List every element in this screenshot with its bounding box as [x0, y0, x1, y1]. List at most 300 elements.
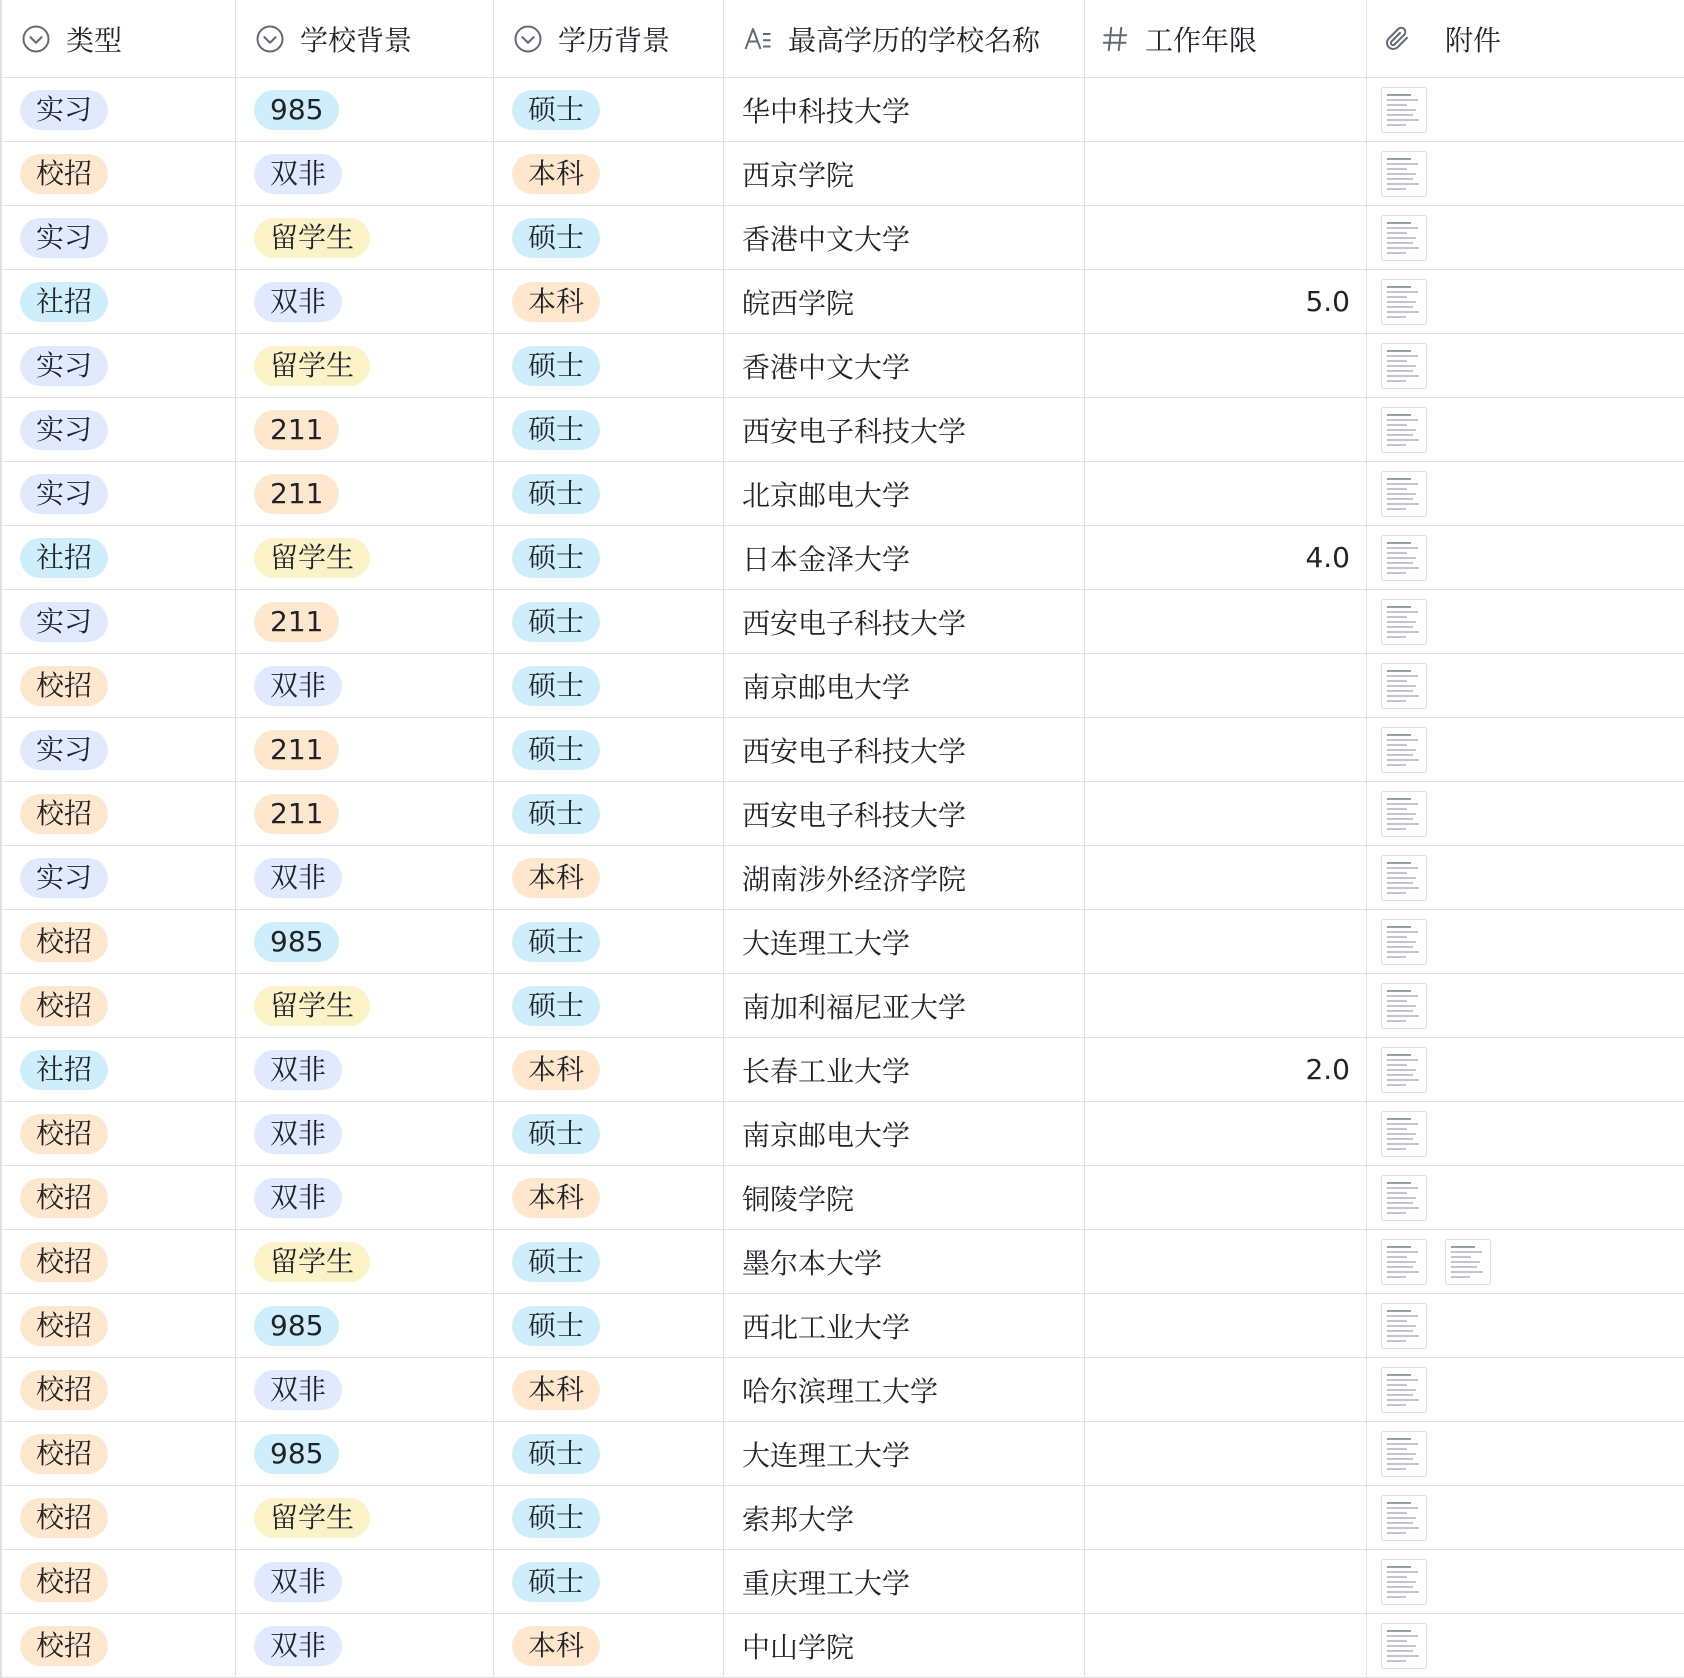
degree-tag: 硕士 — [512, 1242, 600, 1282]
school-background-tag: 985 — [254, 1306, 339, 1346]
school-background-tag: 985 — [254, 922, 339, 962]
work-years-cell[interactable] — [1085, 782, 1367, 845]
attachment-thumbnail[interactable] — [1381, 1623, 1427, 1669]
degree-tag: 本科 — [512, 858, 600, 898]
attachment-thumbnail[interactable] — [1381, 279, 1427, 325]
work-years-cell[interactable] — [1085, 1550, 1367, 1613]
school-name-cell[interactable] — [724, 1166, 1085, 1229]
type-cell[interactable] — [0, 526, 236, 589]
type-tag: 校招 — [20, 666, 108, 706]
attachment-cell[interactable] — [1367, 462, 1684, 525]
table-row[interactable] — [0, 1486, 1684, 1550]
work-years-cell[interactable] — [1085, 526, 1367, 589]
degree-cell[interactable] — [494, 462, 724, 525]
attachment-thumbnail[interactable] — [1381, 471, 1427, 517]
school-background-cell[interactable] — [236, 398, 494, 461]
table-row[interactable] — [0, 1614, 1684, 1678]
type-cell[interactable] — [0, 1038, 236, 1101]
type-cell[interactable] — [0, 142, 236, 205]
school-name-text: 香港中文大学 — [742, 350, 911, 384]
table-row[interactable] — [0, 206, 1684, 270]
type-tag: 社招 — [20, 282, 108, 322]
attachment-cell[interactable] — [1367, 78, 1684, 141]
table-row[interactable] — [0, 718, 1684, 782]
school-name-cell[interactable] — [724, 142, 1085, 205]
school-name-cell[interactable] — [724, 1550, 1085, 1613]
table-row[interactable] — [0, 654, 1684, 718]
school-name-cell[interactable] — [724, 78, 1085, 141]
type-tag: 实习 — [20, 474, 108, 514]
school-name-text: 南京邮电大学 — [742, 1118, 911, 1152]
type-cell[interactable] — [0, 1294, 236, 1357]
school-background-tag: 双非 — [254, 1562, 342, 1602]
degree-tag: 本科 — [512, 1178, 600, 1218]
school-name-text: 重庆理工大学 — [742, 1566, 911, 1600]
school-background-cell[interactable] — [236, 590, 494, 653]
work-years-cell[interactable] — [1085, 78, 1367, 141]
attachment-cell[interactable] — [1367, 782, 1684, 845]
school-name-cell[interactable] — [724, 782, 1085, 845]
type-cell[interactable] — [0, 270, 236, 333]
column-header-attachments[interactable] — [1367, 0, 1684, 77]
school-background-cell[interactable] — [236, 526, 494, 589]
attachment-thumbnail[interactable] — [1381, 1047, 1427, 1093]
work-years-cell[interactable] — [1085, 910, 1367, 973]
work-years-cell[interactable] — [1085, 654, 1367, 717]
school-name-text: 西安电子科技大学 — [742, 798, 967, 832]
attachment-cell[interactable] — [1367, 1550, 1684, 1613]
attachment-cell[interactable] — [1367, 846, 1684, 909]
attachment-thumbnail[interactable] — [1381, 1111, 1427, 1157]
school-background-tag: 双非 — [254, 1114, 342, 1154]
type-cell[interactable] — [0, 462, 236, 525]
school-name-text: 墨尔本大学 — [742, 1246, 883, 1280]
attachment-cell[interactable] — [1367, 1102, 1684, 1165]
attachment-thumbnail[interactable] — [1381, 215, 1427, 261]
degree-tag: 硕士 — [512, 1434, 600, 1474]
type-cell[interactable] — [0, 1358, 236, 1421]
work-years-cell[interactable] — [1085, 590, 1367, 653]
degree-cell[interactable] — [494, 1358, 724, 1421]
school-background-tag: 留学生 — [254, 986, 370, 1026]
school-background-cell[interactable] — [236, 846, 494, 909]
table-row[interactable] — [0, 846, 1684, 910]
attachment-cell[interactable] — [1367, 1358, 1684, 1421]
column-header-label: 工作年限 — [1145, 23, 1258, 57]
table-row[interactable] — [0, 142, 1684, 206]
column-header-label: 学校背景 — [300, 23, 413, 57]
attachment-thumbnail[interactable] — [1381, 1239, 1427, 1285]
school-name-cell[interactable] — [724, 910, 1085, 973]
type-tag: 社招 — [20, 538, 108, 578]
table-row[interactable] — [0, 1038, 1684, 1102]
degree-cell[interactable] — [494, 910, 724, 973]
degree-cell[interactable] — [494, 1038, 724, 1101]
type-tag: 校招 — [20, 1370, 108, 1410]
school-background-cell[interactable] — [236, 270, 494, 333]
table-row[interactable] — [0, 270, 1684, 334]
type-cell[interactable] — [0, 590, 236, 653]
work-years-cell[interactable] — [1085, 846, 1367, 909]
degree-cell[interactable] — [494, 1166, 724, 1229]
attachment-cell[interactable] — [1367, 526, 1684, 589]
attachment-cell[interactable] — [1367, 1166, 1684, 1229]
degree-cell[interactable] — [494, 782, 724, 845]
attachment-cell[interactable] — [1367, 1038, 1684, 1101]
attachment-thumbnail[interactable] — [1381, 791, 1427, 837]
attachment-thumbnail[interactable] — [1381, 407, 1427, 453]
school-background-tag: 双非 — [254, 1370, 342, 1410]
attachment-thumbnail[interactable] — [1381, 1431, 1427, 1477]
type-cell[interactable] — [0, 1102, 236, 1165]
school-background-cell[interactable] — [236, 78, 494, 141]
degree-tag: 硕士 — [512, 602, 600, 642]
table-row[interactable] — [0, 398, 1684, 462]
work-years-cell[interactable] — [1085, 1038, 1367, 1101]
degree-tag: 硕士 — [512, 218, 600, 258]
work-years-cell[interactable] — [1085, 462, 1367, 525]
school-name-text: 南京邮电大学 — [742, 670, 911, 704]
attachment-cell[interactable] — [1367, 1294, 1684, 1357]
degree-cell[interactable] — [494, 1230, 724, 1293]
type-cell[interactable] — [0, 334, 236, 397]
column-header-school-background[interactable] — [236, 0, 494, 77]
type-tag: 实习 — [20, 858, 108, 898]
type-cell[interactable] — [0, 974, 236, 1037]
school-name-cell[interactable] — [724, 974, 1085, 1037]
degree-tag: 本科 — [512, 282, 600, 322]
school-name-text: 铜陵学院 — [742, 1182, 855, 1216]
table-row[interactable] — [0, 974, 1684, 1038]
school-name-cell[interactable] — [724, 462, 1085, 525]
type-cell[interactable] — [0, 782, 236, 845]
table-row[interactable] — [0, 590, 1684, 654]
school-background-cell[interactable] — [236, 1038, 494, 1101]
school-name-text: 南加利福尼亚大学 — [742, 990, 967, 1024]
school-name-text: 西京学院 — [742, 158, 855, 192]
degree-cell[interactable] — [494, 78, 724, 141]
school-name-cell[interactable] — [724, 590, 1085, 653]
type-tag: 校招 — [20, 1498, 108, 1538]
work-years-cell[interactable] — [1085, 974, 1367, 1037]
school-name-text: 北京邮电大学 — [742, 478, 911, 512]
work-years-cell[interactable] — [1085, 334, 1367, 397]
school-background-tag: 双非 — [254, 1178, 342, 1218]
degree-tag: 硕士 — [512, 986, 600, 1026]
table-row[interactable] — [0, 1230, 1684, 1294]
school-background-cell[interactable] — [236, 1102, 494, 1165]
school-name-text: 华中科技大学 — [742, 94, 911, 128]
type-tag: 校招 — [20, 154, 108, 194]
school-background-tag: 985 — [254, 90, 339, 130]
type-cell[interactable] — [0, 398, 236, 461]
degree-tag: 本科 — [512, 1050, 600, 1090]
type-cell[interactable] — [0, 1422, 236, 1485]
school-name-text: 中山学院 — [742, 1630, 855, 1664]
degree-tag: 硕士 — [512, 1306, 600, 1346]
type-cell[interactable] — [0, 1166, 236, 1229]
degree-cell[interactable] — [494, 206, 724, 269]
work-years-cell[interactable] — [1085, 398, 1367, 461]
school-name-text: 大连理工大学 — [742, 926, 911, 960]
table-row[interactable] — [0, 1166, 1684, 1230]
single-select-icon — [20, 23, 52, 55]
school-background-cell[interactable] — [236, 1166, 494, 1229]
degree-cell[interactable] — [494, 846, 724, 909]
type-cell[interactable] — [0, 910, 236, 973]
degree-cell[interactable] — [494, 974, 724, 1037]
work-years-cell[interactable] — [1085, 1486, 1367, 1549]
school-name-text: 哈尔滨理工大学 — [742, 1374, 939, 1408]
work-years-cell[interactable] — [1085, 1102, 1367, 1165]
column-header-work-years[interactable] — [1085, 0, 1367, 77]
degree-tag: 硕士 — [512, 538, 600, 578]
attachment-thumbnail[interactable] — [1381, 919, 1427, 965]
text-field-icon — [742, 23, 774, 55]
type-tag: 实习 — [20, 730, 108, 770]
degree-cell[interactable] — [494, 718, 724, 781]
degree-cell[interactable] — [494, 398, 724, 461]
type-tag: 校招 — [20, 1178, 108, 1218]
attachment-thumbnail[interactable] — [1381, 855, 1427, 901]
table-row[interactable] — [0, 1294, 1684, 1358]
school-background-cell[interactable] — [236, 654, 494, 717]
table-row[interactable] — [0, 782, 1684, 846]
table-body — [0, 78, 1684, 1678]
attachment-cell[interactable] — [1367, 590, 1684, 653]
degree-tag: 硕士 — [512, 922, 600, 962]
school-name-cell[interactable] — [724, 654, 1085, 717]
school-name-cell[interactable] — [724, 334, 1085, 397]
attachment-thumbnail[interactable] — [1381, 663, 1427, 709]
work-years-cell[interactable] — [1085, 1422, 1367, 1485]
degree-cell[interactable] — [494, 1422, 724, 1485]
school-background-cell[interactable] — [236, 462, 494, 525]
column-header-degree[interactable] — [494, 0, 724, 77]
school-name-cell[interactable] — [724, 1230, 1085, 1293]
school-background-tag: 留学生 — [254, 538, 370, 578]
degree-tag: 硕士 — [512, 410, 600, 450]
degree-cell[interactable] — [494, 270, 724, 333]
school-name-cell[interactable] — [724, 846, 1085, 909]
school-background-tag: 211 — [254, 730, 339, 770]
school-name-text: 皖西学院 — [742, 286, 855, 320]
table-row[interactable] — [0, 1422, 1684, 1486]
table-row[interactable] — [0, 1102, 1684, 1166]
degree-cell[interactable] — [494, 334, 724, 397]
type-tag: 校招 — [20, 1114, 108, 1154]
work-years-cell[interactable] — [1085, 718, 1367, 781]
type-tag: 实习 — [20, 218, 108, 258]
school-background-cell[interactable] — [236, 334, 494, 397]
school-background-tag: 双非 — [254, 154, 342, 194]
type-tag: 社招 — [20, 1050, 108, 1090]
attachment-cell[interactable] — [1367, 334, 1684, 397]
school-background-cell[interactable] — [236, 1486, 494, 1549]
type-tag: 实习 — [20, 90, 108, 130]
table-header — [0, 0, 1684, 78]
attachment-cell[interactable] — [1367, 270, 1684, 333]
attachment-thumbnail[interactable] — [1445, 1239, 1491, 1285]
school-name-cell[interactable] — [724, 1358, 1085, 1421]
degree-tag: 硕士 — [512, 1114, 600, 1154]
type-tag: 校招 — [20, 1626, 108, 1666]
type-tag: 实习 — [20, 410, 108, 450]
school-name-cell[interactable] — [724, 1038, 1085, 1101]
attachment-cell[interactable] — [1367, 654, 1684, 717]
attachment-thumbnail[interactable] — [1381, 1367, 1427, 1413]
school-background-cell[interactable] — [236, 910, 494, 973]
school-name-text: 长春工业大学 — [742, 1054, 911, 1088]
school-name-text: 湖南涉外经济学院 — [742, 862, 967, 896]
school-background-cell[interactable] — [236, 1358, 494, 1421]
type-tag: 校招 — [20, 794, 108, 834]
school-background-cell[interactable] — [236, 142, 494, 205]
school-name-cell[interactable] — [724, 270, 1085, 333]
attachment-thumbnail[interactable] — [1381, 535, 1427, 581]
work-years-value: 4.0 — [1305, 541, 1350, 574]
work-years-value: 5.0 — [1305, 285, 1350, 318]
degree-tag: 硕士 — [512, 666, 600, 706]
school-background-tag: 211 — [254, 794, 339, 834]
attachment-cell[interactable] — [1367, 974, 1684, 1037]
attachment-cell[interactable] — [1367, 1230, 1684, 1293]
work-years-cell[interactable] — [1085, 142, 1367, 205]
school-background-tag: 双非 — [254, 666, 342, 706]
school-background-cell[interactable] — [236, 1230, 494, 1293]
column-header-label: 类型 — [66, 23, 123, 57]
degree-cell[interactable] — [494, 654, 724, 717]
type-cell[interactable] — [0, 846, 236, 909]
type-cell[interactable] — [0, 718, 236, 781]
school-name-cell[interactable] — [724, 1294, 1085, 1357]
type-cell[interactable] — [0, 654, 236, 717]
type-cell[interactable] — [0, 1550, 236, 1613]
attachment-thumbnail[interactable] — [1381, 727, 1427, 773]
work-years-cell[interactable] — [1085, 1294, 1367, 1357]
school-background-tag: 留学生 — [254, 1242, 370, 1282]
type-cell[interactable] — [0, 1614, 236, 1677]
degree-cell[interactable] — [494, 526, 724, 589]
column-header-school-name[interactable] — [724, 0, 1085, 77]
degree-tag: 硕士 — [512, 730, 600, 770]
school-name-text: 索邦大学 — [742, 1502, 855, 1536]
degree-cell[interactable] — [494, 1294, 724, 1357]
type-cell[interactable] — [0, 1230, 236, 1293]
work-years-cell[interactable] — [1085, 1614, 1367, 1677]
degree-cell[interactable] — [494, 1614, 724, 1677]
degree-cell[interactable] — [494, 1486, 724, 1549]
type-tag: 校招 — [20, 1306, 108, 1346]
attachment-thumbnail[interactable] — [1381, 1175, 1427, 1221]
school-background-cell[interactable] — [236, 206, 494, 269]
attachment-cell[interactable] — [1367, 718, 1684, 781]
school-name-cell[interactable] — [724, 1102, 1085, 1165]
school-name-text: 西北工业大学 — [742, 1310, 911, 1344]
work-years-cell[interactable] — [1085, 206, 1367, 269]
attachment-thumbnail[interactable] — [1381, 1559, 1427, 1605]
school-background-cell[interactable] — [236, 1294, 494, 1357]
school-background-tag: 双非 — [254, 1050, 342, 1090]
school-background-tag: 留学生 — [254, 1498, 370, 1538]
school-name-cell[interactable] — [724, 206, 1085, 269]
school-name-text: 香港中文大学 — [742, 222, 911, 256]
work-years-cell[interactable] — [1085, 270, 1367, 333]
school-name-text: 西安电子科技大学 — [742, 734, 967, 768]
degree-cell[interactable] — [494, 1102, 724, 1165]
school-name-cell[interactable] — [724, 526, 1085, 589]
school-background-cell[interactable] — [236, 1550, 494, 1613]
work-years-cell[interactable] — [1085, 1166, 1367, 1229]
school-background-cell[interactable] — [236, 1422, 494, 1485]
school-name-cell[interactable] — [724, 718, 1085, 781]
school-name-text: 西安电子科技大学 — [742, 606, 967, 640]
attachment-thumbnail[interactable] — [1381, 343, 1427, 389]
school-name-text: 西安电子科技大学 — [742, 414, 967, 448]
school-name-cell[interactable] — [724, 1614, 1085, 1677]
attachment-thumbnail[interactable] — [1381, 1303, 1427, 1349]
work-years-cell[interactable] — [1085, 1230, 1367, 1293]
school-name-text: 日本金泽大学 — [742, 542, 911, 576]
type-tag: 校招 — [20, 1562, 108, 1602]
single-select-icon — [512, 23, 544, 55]
type-cell[interactable] — [0, 78, 236, 141]
school-background-cell[interactable] — [236, 782, 494, 845]
school-background-tag: 211 — [254, 602, 339, 642]
table-row[interactable] — [0, 1550, 1684, 1614]
degree-cell[interactable] — [494, 1550, 724, 1613]
attachment-icon — [1381, 23, 1413, 55]
work-years-cell[interactable] — [1085, 1358, 1367, 1421]
attachment-thumbnail[interactable] — [1381, 983, 1427, 1029]
degree-cell[interactable] — [494, 142, 724, 205]
degree-cell[interactable] — [494, 590, 724, 653]
table-row[interactable] — [0, 462, 1684, 526]
attachment-thumbnail[interactable] — [1381, 599, 1427, 645]
degree-tag: 硕士 — [512, 1562, 600, 1602]
degree-tag: 硕士 — [512, 90, 600, 130]
attachment-cell[interactable] — [1367, 206, 1684, 269]
attachment-cell[interactable] — [1367, 1486, 1684, 1549]
type-cell[interactable] — [0, 1486, 236, 1549]
school-background-cell[interactable] — [236, 974, 494, 1037]
attachment-cell[interactable] — [1367, 1422, 1684, 1485]
table-row[interactable] — [0, 78, 1684, 142]
degree-tag: 硕士 — [512, 1498, 600, 1538]
attachment-thumbnail[interactable] — [1381, 151, 1427, 197]
school-name-cell[interactable] — [724, 1486, 1085, 1549]
school-name-cell[interactable] — [724, 398, 1085, 461]
attachment-cell[interactable] — [1367, 142, 1684, 205]
school-name-cell[interactable] — [724, 1422, 1085, 1485]
school-background-cell[interactable] — [236, 1614, 494, 1677]
table-row[interactable] — [0, 526, 1684, 590]
column-header-type[interactable] — [0, 0, 236, 77]
attachment-cell[interactable] — [1367, 910, 1684, 973]
attachment-cell[interactable] — [1367, 1614, 1684, 1677]
table-row[interactable] — [0, 1358, 1684, 1422]
table-row[interactable] — [0, 910, 1684, 974]
attachment-thumbnail[interactable] — [1381, 87, 1427, 133]
school-background-cell[interactable] — [236, 718, 494, 781]
attachment-thumbnail[interactable] — [1381, 1495, 1427, 1541]
table-row[interactable] — [0, 334, 1684, 398]
school-background-tag: 双非 — [254, 858, 342, 898]
type-cell[interactable] — [0, 206, 236, 269]
attachment-cell[interactable] — [1367, 398, 1684, 461]
school-background-tag: 211 — [254, 410, 339, 450]
column-header-label: 附件 — [1445, 23, 1502, 57]
